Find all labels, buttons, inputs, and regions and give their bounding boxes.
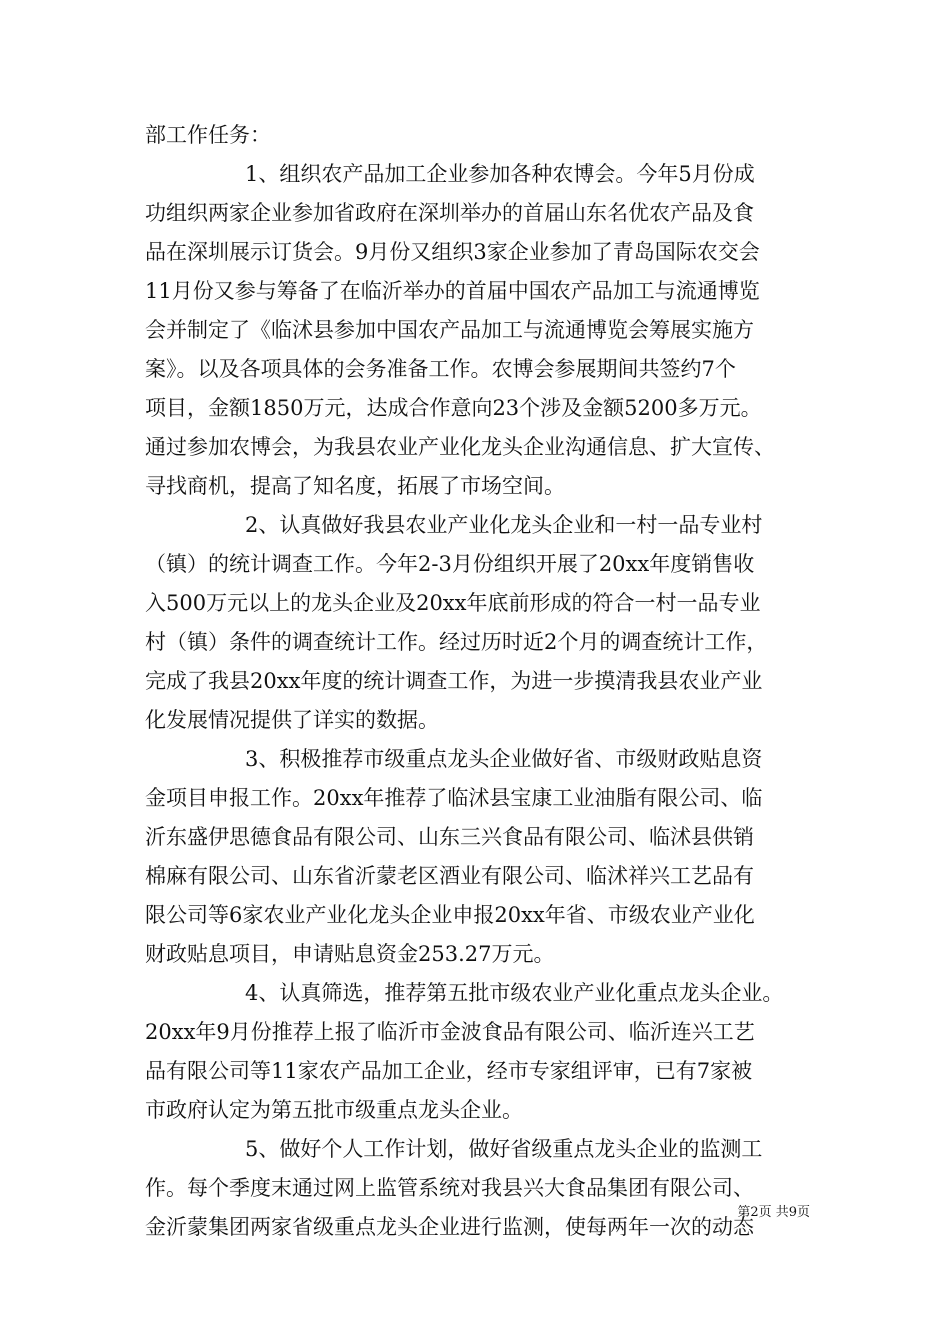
text-line: 金项目申报工作。20xx年推荐了临沭县宝康工业油脂有限公司、临 [145, 786, 763, 810]
text-line: 部工作任务： [145, 123, 271, 147]
text-line: 会并制定了《临沭县参加中国农产品加工与流通博览会筹展实施方 [145, 318, 754, 342]
body-text [145, 116, 807, 1247]
text-line: 功组织两家企业参加省政府在深圳举办的首届山东名优农产品及食 [145, 201, 754, 225]
text-line: 棉麻有限公司、山东省沂蒙老区酒业有限公司、临沭祥兴工艺品有 [145, 864, 754, 888]
text-line: 1、组织农产品加工企业参加各种农博会。今年5月份成 [245, 162, 755, 186]
text-line: 3、积极推荐市级重点龙头企业做好省、市级财政贴息资 [245, 747, 763, 771]
text-line: 项目，金额1850万元，达成合作意向23个涉及金额5200多万元。 [145, 396, 762, 420]
text-line: 寻找商机，提高了知名度，拓展了市场空间。 [145, 474, 565, 498]
text-line: 村（镇）条件的调查统计工作。经过历时近2个月的调查统计工作， [145, 630, 768, 654]
text-line: 金沂蒙集团两家省级重点龙头企业进行监测，使每两年一次的动态 [145, 1215, 754, 1239]
text-line: 2、认真做好我县农业产业化龙头企业和一村一品专业村 [245, 513, 763, 537]
text-line: 5、做好个人工作计划，做好省级重点龙头企业的监测工 [245, 1137, 763, 1161]
text-line: 入500万元以上的龙头企业及20xx年底前形成的符合一村一品专业 [145, 591, 761, 615]
text-line: 财政贴息项目，申请贴息资金253.27万元。 [145, 942, 555, 966]
text-line: 品有限公司等11家农产品加工企业，经市专家组评审，已有7家被 [145, 1059, 753, 1083]
text-line: 作。每个季度末通过网上监管系统对我县兴大食品集团有限公司、 [145, 1176, 754, 1200]
text-line: 20xx年9月份推荐上报了临沂市金波食品有限公司、临沂连兴工艺 [145, 1020, 755, 1044]
text-line: 市政府认定为第五批市级重点龙头企业。 [145, 1098, 523, 1122]
text-line: 沂东盛伊思德食品有限公司、山东三兴食品有限公司、临沭县供销 [145, 825, 754, 849]
text-line: 案》。以及各项具体的会务准备工作。农博会参展期间共签约7个 [145, 357, 736, 381]
page-number-footer: 第2页 共9页 [737, 1205, 810, 1220]
text-line: 11月份又参与筹备了在临沂举办的首届中国农产品加工与流通博览 [145, 279, 760, 303]
text-line: 品在深圳展示订货会。9月份又组织3家企业参加了青岛国际农交会 [145, 240, 760, 264]
text-line: 通过参加农博会，为我县农业产业化龙头企业沟通信息、扩大宣传、 [145, 435, 775, 459]
text-line: 4、认真筛选，推荐第五批市级农业产业化重点龙头企业。 [245, 981, 784, 1005]
text-line: （镇）的统计调查工作。今年2-3月份组织开展了20xx年度销售收 [145, 552, 755, 576]
text-line: 完成了我县20xx年度的统计调查工作，为进一步摸清我县农业产业 [145, 669, 763, 693]
text-line: 化发展情况提供了详实的数据。 [145, 708, 439, 732]
text-line: 限公司等6家农业产业化龙头企业申报20xx年省、市级农业产业化 [145, 903, 755, 927]
